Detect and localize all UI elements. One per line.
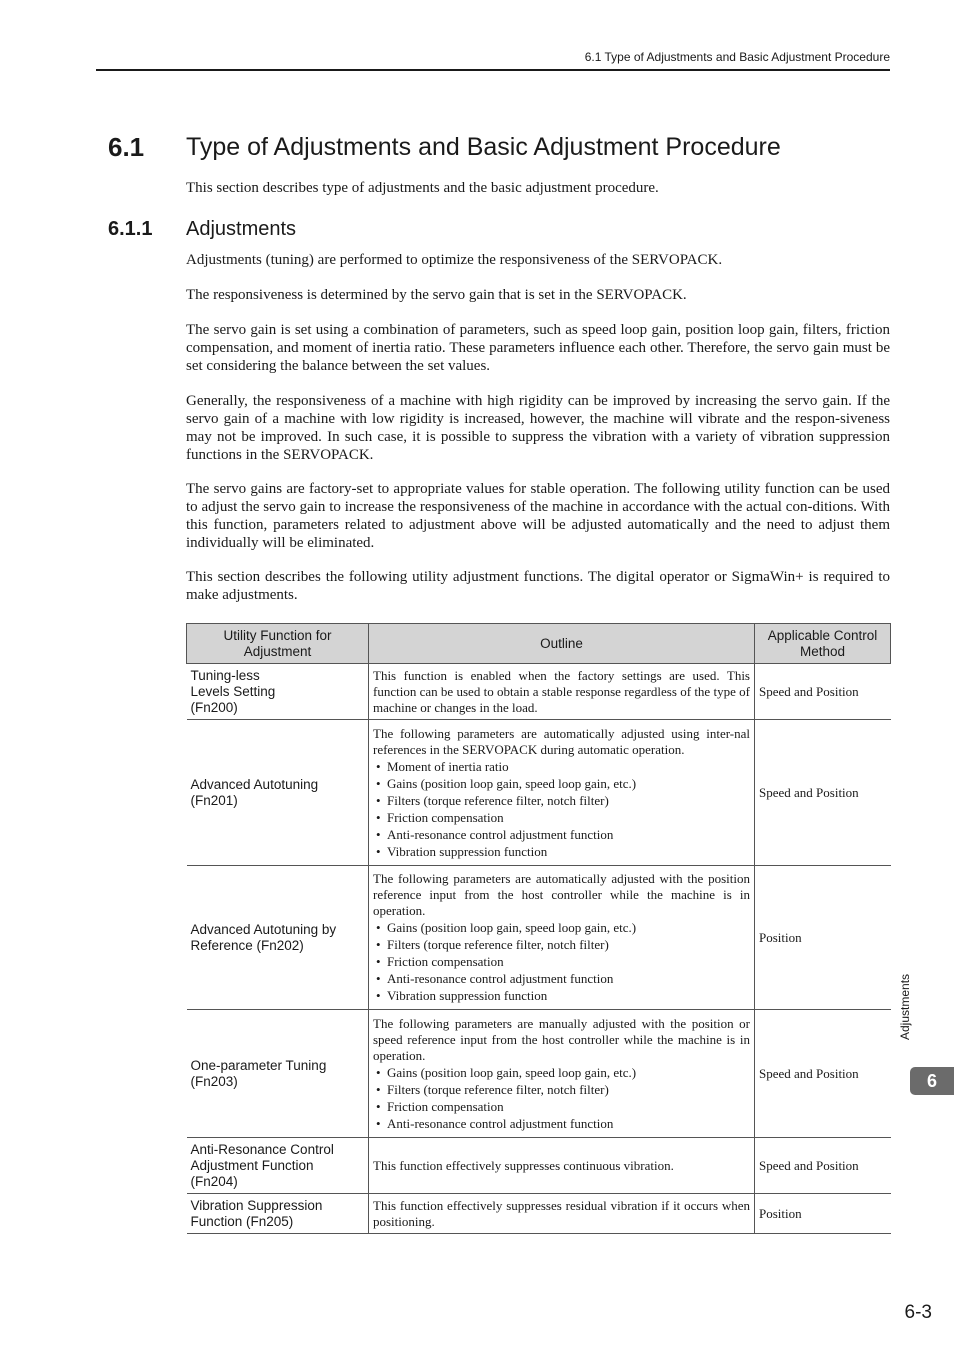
paragraph: The servo gains are factory-set to appropriate values for stable operation. The following utility function can be used to adjust the servo gain to increase the responsiveness of the machine in accordance with the actual con-ditions. With this function, parameters related to adjustment above will be adjusted automatically and the need to adjust them individually will be eliminated. xyxy=(186,481,890,551)
outline-bullet-list xyxy=(373,1065,750,1132)
function-name-line: (Fn200) xyxy=(190,699,238,715)
outline-bullet-item: • Filters (torque reference filter, notch filter) xyxy=(373,793,750,809)
function-name-line: Advanced Autotuning xyxy=(190,776,319,792)
control-method-cell: Position xyxy=(755,1194,891,1234)
header-rule xyxy=(96,69,890,71)
outline-bullet-item: • Vibration suppression function xyxy=(373,988,750,1004)
paragraph: The servo gain is set using a combination of parameters, such as speed loop gain, position loop gain, filters, friction compensation, and moment of inertia ratio. These parameters influence each other. Therefore, the servo gain must be set considering the balance between the set values. xyxy=(186,322,890,374)
function-name-cell xyxy=(187,1010,369,1138)
outline-bullet-item: • Filters (torque reference filter, notch filter) xyxy=(373,1082,750,1098)
section-intro: This section describes type of adjustments and the basic adjustment procedure. xyxy=(186,180,659,196)
function-name-cell xyxy=(187,664,369,720)
subsection-number: 6.1.1 xyxy=(108,218,153,240)
outline-bullet-item: • Anti-resonance control adjustment function xyxy=(373,1116,750,1132)
outline-cell xyxy=(369,1138,755,1194)
running-header: 6.1 Type of Adjustments and Basic Adjustment Procedure xyxy=(584,50,890,64)
section-title: Type of Adjustments and Basic Adjustment Procedure xyxy=(186,133,781,161)
outline-text: The following parameters are automatically adjusted with the position reference input from the host controller while the machine is in operation. xyxy=(373,871,750,918)
chapter-tab[interactable]: 6 xyxy=(910,1067,954,1095)
adjustment-functions-table xyxy=(186,623,891,1234)
side-tab-label: Adjustments xyxy=(898,973,912,1040)
outline-text: The following parameters are manually adjusted with the position or speed reference input from the host controller while the machine is in operation. xyxy=(373,1015,750,1063)
control-method-cell: Speed and Position xyxy=(755,1010,891,1138)
outline-bullet-item: • Vibration suppression function xyxy=(373,844,750,860)
outline-bullet-list xyxy=(373,920,750,1004)
column-header: Utility Function for Adjustment xyxy=(187,624,369,664)
function-name-cell xyxy=(187,866,369,1010)
table-row xyxy=(187,1194,891,1234)
table-row xyxy=(187,1138,891,1194)
function-name-line: Reference (Fn202) xyxy=(190,937,304,953)
column-header: Outline xyxy=(369,624,755,664)
table-header-row xyxy=(187,624,891,664)
outline-bullet-item: • Friction compensation xyxy=(373,810,750,826)
function-name-line: Anti-Resonance Control xyxy=(190,1141,334,1157)
outline-bullet-item: • Anti-resonance control adjustment function xyxy=(373,827,750,843)
outline-text: This function effectively suppresses residual vibration if it occurs when positioning. xyxy=(373,1197,750,1229)
outline-bullet-item: • Gains (position loop gain, speed loop gain, etc.) xyxy=(373,776,750,792)
outline-bullet-item: • Filters (torque reference filter, notch filter) xyxy=(373,937,750,953)
function-name-line: Vibration Suppression xyxy=(190,1197,323,1213)
paragraph: Generally, the responsiveness of a machine with high rigidity can be improved by increasing the servo gain. If the servo gain of a machine with low rigidity is increased, however, the machine will vibrate and the respon-siveness may not be improved. In such case, it is possible to suppress the vibration with a variety of vibration suppression functions in the SERVOPACK. xyxy=(186,393,890,463)
function-name-line: Adjustment Function xyxy=(190,1157,314,1173)
control-method-cell: Speed and Position xyxy=(755,1138,891,1194)
column-header: Applicable Control Method xyxy=(755,624,891,664)
function-name-cell xyxy=(187,720,369,866)
outline-cell xyxy=(369,664,755,720)
function-name-line: (Fn201) xyxy=(190,792,238,808)
outline-bullet-item: • Moment of inertia ratio xyxy=(373,759,750,775)
function-name-line: One-parameter Tuning xyxy=(190,1057,327,1073)
outline-text: This function effectively suppresses continuous vibration. xyxy=(373,1157,674,1173)
function-name-line: (Fn204) xyxy=(190,1173,238,1189)
outline-text: The following parameters are automatically adjusted using inter-nal references in the SERVOPACK during automatic operation. xyxy=(373,725,750,757)
outline-text: This function is enabled when the factory settings are used. This function can be used to obtain a stable response regardless of the type of machine or changes in the load. xyxy=(373,667,750,715)
outline-bullet-item: • Gains (position loop gain, speed loop gain, etc.) xyxy=(373,1065,750,1081)
table-row xyxy=(187,866,891,1010)
outline-cell xyxy=(369,866,755,1010)
outline-bullet-item: • Friction compensation xyxy=(373,954,750,970)
outline-bullet-list xyxy=(373,759,750,860)
control-method-cell: Speed and Position xyxy=(755,664,891,720)
outline-cell xyxy=(369,1010,755,1138)
table-row xyxy=(187,720,891,866)
outline-bullet-item: • Gains (position loop gain, speed loop gain, etc.) xyxy=(373,920,750,936)
function-name-cell xyxy=(187,1194,369,1234)
table-row xyxy=(187,1010,891,1138)
outline-bullet-item: • Friction compensation xyxy=(373,1099,750,1115)
control-method-cell: Speed and Position xyxy=(755,720,891,866)
function-name-line: Advanced Autotuning by xyxy=(190,921,337,937)
paragraph: Adjustments (tuning) are performed to optimize the responsiveness of the SERVOPACK. xyxy=(186,252,723,268)
page-number: 6-3 xyxy=(904,1302,932,1323)
subsection-title: Adjustments xyxy=(186,218,297,240)
outline-cell xyxy=(369,720,755,866)
control-method-cell: Position xyxy=(755,866,891,1010)
outline-bullet-item: • Anti-resonance control adjustment function xyxy=(373,971,750,987)
function-name-line: Function (Fn205) xyxy=(190,1213,294,1229)
function-name-line: Tuning-less xyxy=(190,667,260,683)
table-row xyxy=(187,664,891,720)
function-name-cell xyxy=(187,1138,369,1194)
paragraph: This section describes the following utility adjustment functions. The digital operator or SigmaWin+ is required to make adjustments. xyxy=(186,569,890,603)
section-number: 6.1 xyxy=(108,132,145,162)
function-name-line: Levels Setting xyxy=(190,683,276,699)
paragraph: The responsiveness is determined by the servo gain that is set in the SERVOPACK. xyxy=(186,287,687,303)
outline-cell xyxy=(369,1194,755,1234)
function-name-line: (Fn203) xyxy=(190,1073,238,1089)
